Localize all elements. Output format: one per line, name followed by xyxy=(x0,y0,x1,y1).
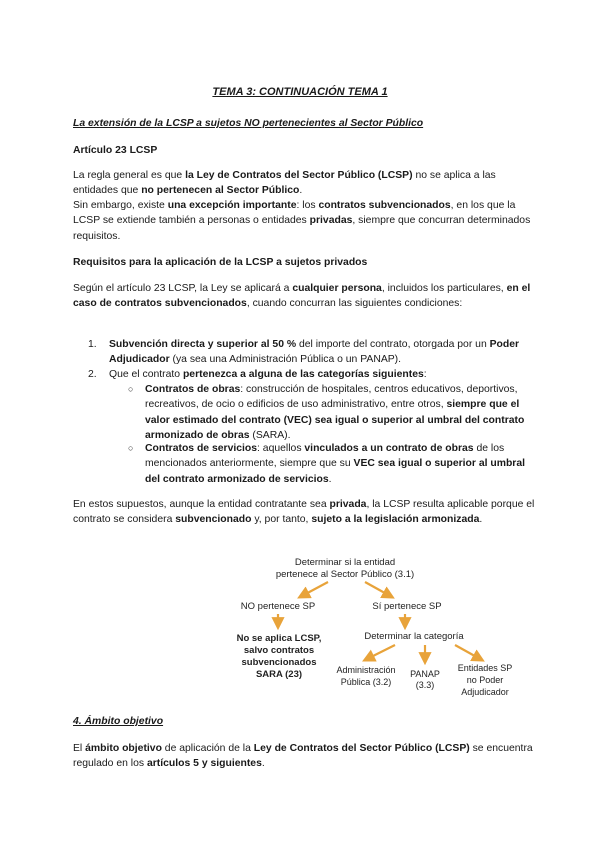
diagram-cat3-line3: Adjudicador xyxy=(461,687,509,697)
diagram-root-line2: pertenece al Sector Público (3.1) xyxy=(275,569,415,580)
list-item-1: 1. Subvención directa y superior al 50 % del importe del contrato, otorgada por un Poder Adjudicador (ya sea una Administración Pública o un PANAP). xyxy=(88,339,520,366)
diagram-category-node: Determinar la categoría xyxy=(364,631,464,642)
article-heading: Artículo 23 LCSP xyxy=(73,145,158,156)
circle-bullet-icon: ○ xyxy=(128,384,134,394)
page-title: TEMA 3: CONTINUACIÓN TEMA 1 xyxy=(212,86,388,98)
paragraph-exception: Sin embargo, existe una excepción importante: los contratos subvencionados, en los que la LCSP se extiende también a personas o entidades privadas, siempre que concurran determinados requisitos. xyxy=(73,200,531,242)
diagram-left-result-line4: SARA (23) xyxy=(255,669,303,680)
section-heading: La extensión de la LCSP a sujetos NO pertenecientes al Sector Público xyxy=(73,118,424,129)
requirements-heading: Requisitos para la aplicación de la LCSP a sujetos privados xyxy=(73,257,368,268)
diagram-cat3-line1: Entidades SP xyxy=(457,663,513,673)
diagram-left-node: NO pertenece SP xyxy=(240,601,316,612)
paragraph-conclusion: En estos supuestos, aunque la entidad contratante sea privada, la LCSP resulta aplicable porque el contrato se considera subvencionado y, por tanto, sujeto a la legislación armonizada. xyxy=(73,499,535,526)
circle-bullet-icon: ○ xyxy=(128,443,134,453)
sublist-item-obras: ○ Contratos de obras: construcción de hospitales, centros educativos, deportivos, recreativos, de ocio o edificios de uso administrativo, entre otros, siempre que el valor estimado del contrato (VEC) sea igual o superior al umbral del contrato armonizado de obras (SARA). xyxy=(128,384,525,442)
diagram-cat1-line1: Administración xyxy=(336,665,396,675)
arrow-root-to-right xyxy=(365,582,392,597)
diagram-cat2-line2: (3.3) xyxy=(415,680,435,690)
diagram-cat1-line2: Pública (3.2) xyxy=(340,677,392,687)
diagram-left-result-line2: salvo contratos xyxy=(243,645,315,656)
sublist-item-servicios: ○ Contratos de servicios: aquellos vinculados a un contrato de obras de los mencionados anteriormente, siempre que su VEC sea igual o superior al umbral del contrato armonizado de servicios. xyxy=(128,443,526,485)
arrow-category-to-ap xyxy=(365,645,395,660)
diagram-right-node: Sí pertenece SP xyxy=(372,601,442,612)
arrow-category-to-entidades xyxy=(455,645,482,660)
list-item-2: 2. Que el contrato pertenezca a alguna de las categorías siguientes: xyxy=(88,369,427,380)
diagram-root-line1: Determinar si la entidad xyxy=(294,557,396,568)
arrow-root-to-left xyxy=(300,582,328,597)
paragraph-article-23: Según el artículo 23 LCSP, la Ley se aplicará a cualquier persona, incluidos los particulares, en el caso de contratos subvencionados, cuando concurran las siguientes condiciones: xyxy=(73,283,531,310)
paragraph-general-rule: La regla general es que la Ley de Contratos del Sector Público (LCSP) no se aplica a las entidades que no pertenecen al Sector Público. xyxy=(73,170,496,197)
diagram-left-result-line3: subvencionados xyxy=(241,657,317,668)
diagram-left-result-line1: No se aplica LCSP, xyxy=(236,633,322,644)
diagram-cat2-line1: PANAP xyxy=(410,669,440,679)
diagram-cat3-line2: no Poder xyxy=(466,675,504,685)
section-4-heading: 4. Ámbito objetivo xyxy=(73,716,164,727)
paragraph-ambito-objetivo: El ámbito objetivo de aplicación de la Ley de Contratos del Sector Público (LCSP) se encuentra regulado en los artículos 5 y siguientes. xyxy=(73,743,533,770)
